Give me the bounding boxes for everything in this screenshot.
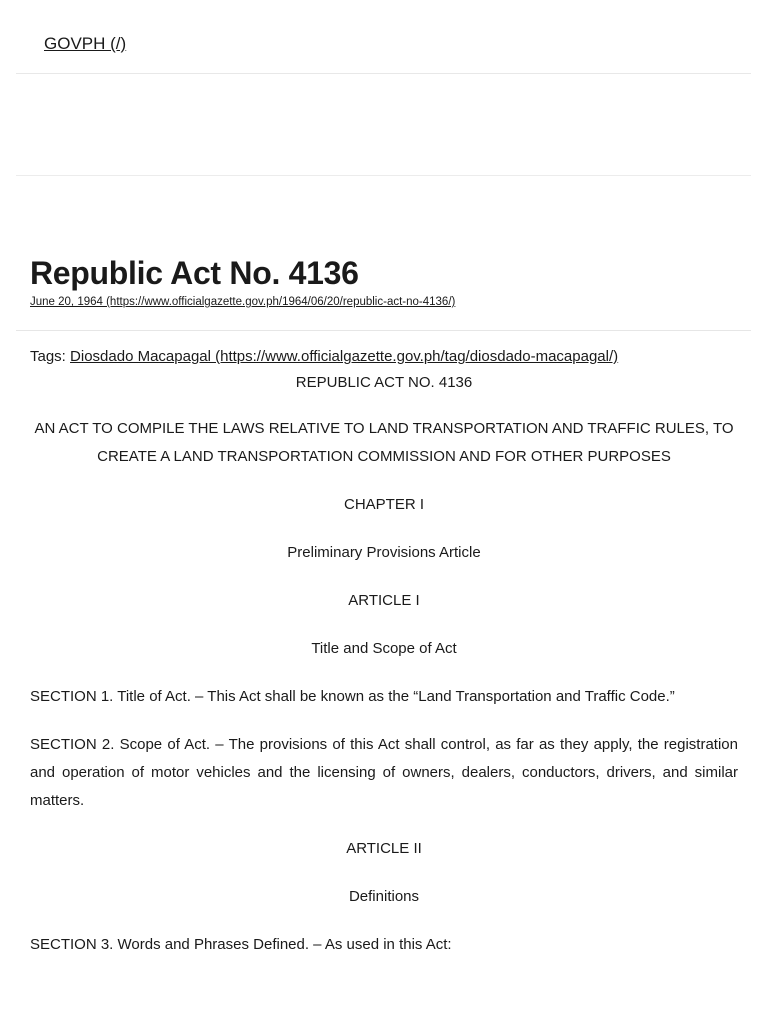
top-navbar [16, 0, 751, 74]
section-1: SECTION 1. Title of Act. – This Act shall be known as the “Land Transportation and Traffic Code.” [30, 688, 675, 705]
article-heading-2: ARTICLE II [346, 840, 422, 857]
chapter-heading: CHAPTER I [343, 496, 424, 513]
article-body [30, 369, 738, 979]
act-long-title: AN ACT TO COMPILE THE LAWS RELATIVE TO LAND TRANSPORTATION AND TRAFFIC RULES, TO CREATE A LAND TRANSPORTATION COMMISSION AND FOR OTHER PURPOSES [34, 420, 734, 465]
section-3: SECTION 3. Words and Phrases Defined. – As used in this Act: [30, 936, 452, 953]
tags-line [30, 348, 618, 365]
article-heading-1: ARTICLE I [348, 592, 420, 609]
tags-label: Tags: [30, 348, 66, 365]
section-2: SECTION 2. Scope of Act. – The provisions of this Act shall control, as far as they apply, the registration and operation of motor vehicles and the licensing of owners, dealers, conductors, drivers, and similar matters. [30, 736, 738, 809]
article-title-2: Definitions [348, 888, 420, 905]
tag-link-diosdado-macapagal[interactable]: Diosdado Macapagal (https://www.officialgazette.gov.ph/tag/diosdado-macapagal/) [70, 348, 619, 365]
page-title: Republic Act No. 4136 [30, 255, 359, 291]
govph-home-link[interactable]: GOVPH (/) [44, 34, 127, 53]
banner-area [16, 74, 751, 176]
meta-divider [16, 330, 751, 331]
publish-date-link[interactable]: June 20, 1964 (https://www.officialgazette.gov.ph/1964/06/20/republic-act-no-4136/) [30, 296, 456, 308]
act-heading: REPUBLIC ACT NO. 4136 [295, 374, 473, 391]
chapter-title: Preliminary Provisions Article [287, 544, 481, 561]
article-title-1: Title and Scope of Act [311, 640, 457, 657]
